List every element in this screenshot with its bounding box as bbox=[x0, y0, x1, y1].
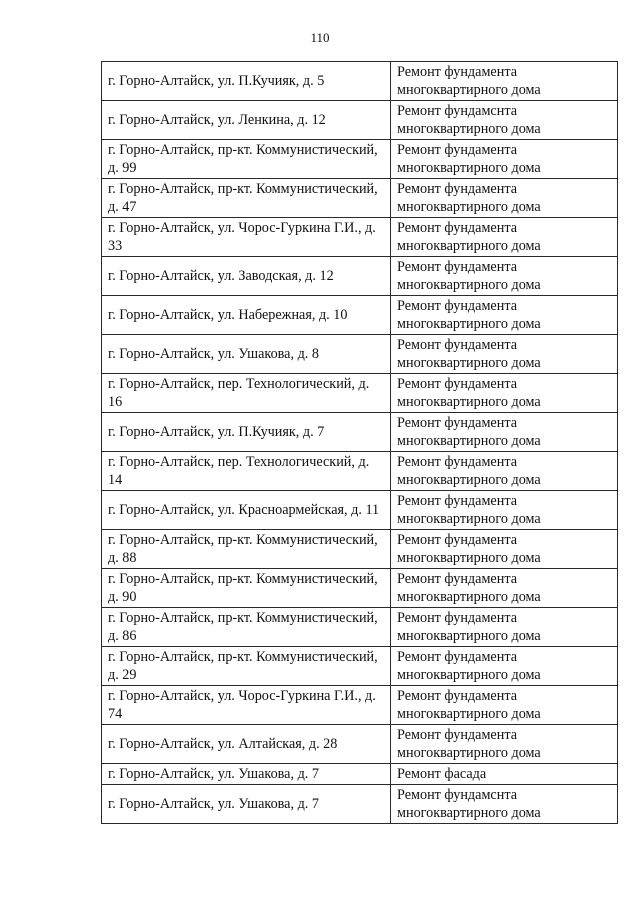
table-row bbox=[102, 608, 618, 647]
table-row bbox=[102, 374, 618, 413]
table-row bbox=[102, 335, 618, 374]
address-cell: г. Горно-Алтайск, пр-кт. Коммунистический, д. 29 bbox=[102, 647, 391, 686]
address-cell: г. Горно-Алтайск, пр-кт. Коммунистический, д. 99 bbox=[102, 140, 391, 179]
address-cell: г. Горно-Алтайск, пер. Технологический, д. 14 bbox=[102, 452, 391, 491]
address-cell: г. Горно-Алтайск, пр-кт. Коммунистический, д. 88 bbox=[102, 530, 391, 569]
work-type-cell: Ремонт фундамента многоквартирного дома bbox=[391, 218, 618, 257]
address-cell: г. Горно-Алтайск, пр-кт. Коммунистический, д. 86 bbox=[102, 608, 391, 647]
address-cell: г. Горно-Алтайск, ул. Ушакова, д. 7 bbox=[102, 764, 391, 785]
table-row bbox=[102, 62, 618, 101]
table-row bbox=[102, 257, 618, 296]
table-row bbox=[102, 452, 618, 491]
table-row bbox=[102, 647, 618, 686]
address-cell: г. Горно-Алтайск, ул. Ушакова, д. 7 bbox=[102, 785, 391, 824]
work-type-cell: Ремонт фундамента многоквартирного дома bbox=[391, 296, 618, 335]
address-cell: г. Горно-Алтайск, ул. Красноармейская, д. 11 bbox=[102, 491, 391, 530]
work-type-cell: Ремонт фундамента многоквартирного дома bbox=[391, 686, 618, 725]
repair-works-table bbox=[101, 61, 618, 824]
work-type-cell: Ремонт фундамента многоквартирного дома bbox=[391, 725, 618, 764]
address-cell: г. Горно-Алтайск, ул. Ленкина, д. 12 bbox=[102, 101, 391, 140]
work-type-cell: Ремонт фундамента многоквартирного дома bbox=[391, 569, 618, 608]
work-type-cell: Ремонт фундамента многоквартирного дома bbox=[391, 257, 618, 296]
work-type-cell: Ремонт фундамента многоквартирного дома bbox=[391, 491, 618, 530]
work-type-cell: Ремонт фундамента многоквартирного дома bbox=[391, 335, 618, 374]
table-row bbox=[102, 569, 618, 608]
page-number: 110 bbox=[310, 30, 330, 45]
table-row bbox=[102, 413, 618, 452]
work-type-cell: Ремонт фундамснта многоквартирного дома bbox=[391, 785, 618, 824]
address-cell: г. Горно-Алтайск, ул. Ушакова, д. 8 bbox=[102, 335, 391, 374]
work-type-cell: Ремонт фундамента многоквартирного дома bbox=[391, 647, 618, 686]
work-type-cell: Ремонт фундамента многоквартирного дома bbox=[391, 452, 618, 491]
table-row bbox=[102, 491, 618, 530]
address-cell: г. Горно-Алтайск, ул. П.Кучияк, д. 5 bbox=[102, 62, 391, 101]
table-body bbox=[102, 62, 618, 824]
table-row bbox=[102, 140, 618, 179]
table-row bbox=[102, 101, 618, 140]
work-type-cell: Ремонт фундамента многоквартирного дома bbox=[391, 374, 618, 413]
address-cell: г. Горно-Алтайск, ул. Набережная, д. 10 bbox=[102, 296, 391, 335]
table-row bbox=[102, 530, 618, 569]
address-cell: г. Горно-Алтайск, ул. Алтайская, д. 28 bbox=[102, 725, 391, 764]
work-type-cell: Ремонт фундамснта многоквартирного дома bbox=[391, 101, 618, 140]
address-cell: г. Горно-Алтайск, ул. Чорос-Гуркина Г.И., д. 74 bbox=[102, 686, 391, 725]
address-cell: г. Горно-Алтайск, пер. Технологический, д. 16 bbox=[102, 374, 391, 413]
table-row bbox=[102, 785, 618, 824]
work-type-cell: Ремонт фундамента многоквартирного дома bbox=[391, 179, 618, 218]
table-row bbox=[102, 179, 618, 218]
work-type-cell: Ремонт фасада bbox=[391, 764, 618, 785]
table-row bbox=[102, 218, 618, 257]
work-type-cell: Ремонт фундамента многоквартирного дома bbox=[391, 530, 618, 569]
address-cell: г. Горно-Алтайск, ул. Чорос-Гуркина Г.И., д. 33 bbox=[102, 218, 391, 257]
work-type-cell: Ремонт фундамента многоквартирного дома bbox=[391, 62, 618, 101]
table-row bbox=[102, 686, 618, 725]
work-type-cell: Ремонт фундамента многоквартирного дома bbox=[391, 413, 618, 452]
work-type-cell: Ремонт фундамента многоквартирного дома bbox=[391, 608, 618, 647]
table-row bbox=[102, 296, 618, 335]
address-cell: г. Горно-Алтайск, ул. Заводская, д. 12 bbox=[102, 257, 391, 296]
address-cell: г. Горно-Алтайск, ул. П.Кучияк, д. 7 bbox=[102, 413, 391, 452]
work-type-cell: Ремонт фундамента многоквартирного дома bbox=[391, 140, 618, 179]
address-cell: г. Горно-Алтайск, пр-кт. Коммунистический, д. 47 bbox=[102, 179, 391, 218]
address-cell: г. Горно-Алтайск, пр-кт. Коммунистический, д. 90 bbox=[102, 569, 391, 608]
table-row bbox=[102, 725, 618, 764]
table-row bbox=[102, 764, 618, 785]
